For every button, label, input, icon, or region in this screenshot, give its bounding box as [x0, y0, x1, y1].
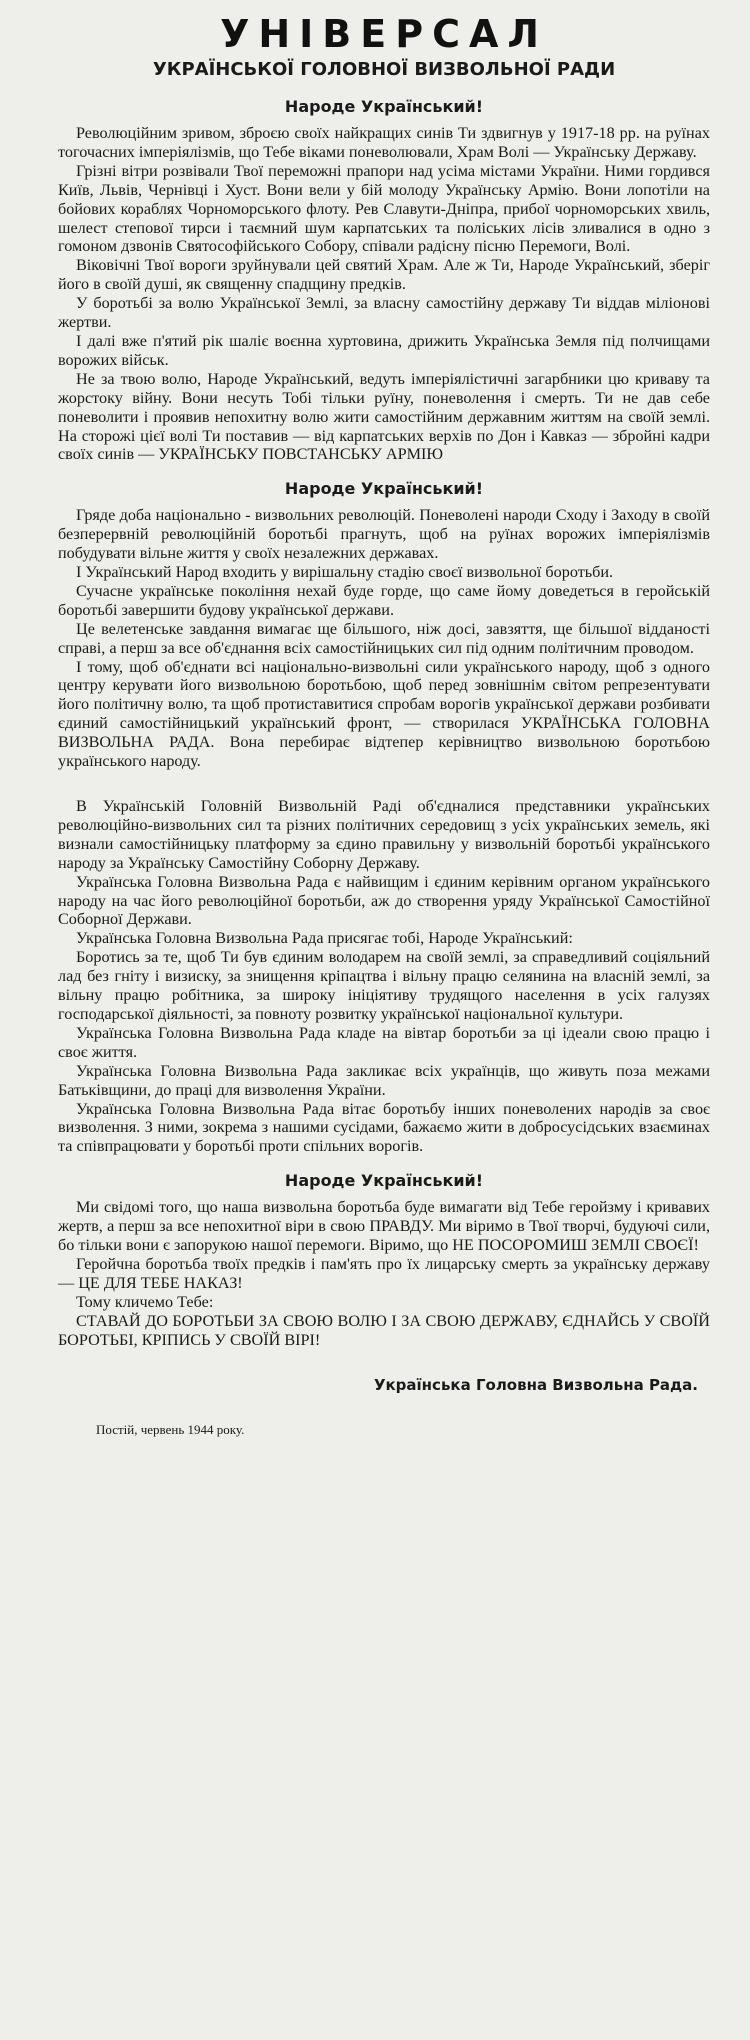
paragraph: Це велетенське завдання вимагає ще більшого, ніж досі, завзяття, ще більшої відданості справі, а перш за все об'єднання всіх самостійницьких сил під одним політичним проводом.: [58, 619, 710, 657]
section-gap: [58, 771, 710, 797]
paragraph: Тому кличемо Тебе:: [76, 1292, 214, 1311]
paragraph: СТАВАЙ ДО БОРОТЬБИ ЗА СВОЮ ВОЛЮ І ЗА СВОЮ ДЕРЖАВУ, ЄДНАЙСЬ У СВОЇЙ БОРОТЬБІ, КРІПИСЬ У СВОЇЙ ВІРІ!: [58, 1311, 710, 1349]
paragraph: В Українській Головній Визвольній Раді об'єдналися представники українських революційно-визвольних сил та різних політичних середовищ з усіх українських земель, які визнали самостійницьку платформу за єдино правильну у визвольній боротьбі українського народу за Українську Самостійну Соборну Державу.: [58, 797, 710, 872]
paragraph: Віковічні Твої вороги зруйнували цей святий Храм. Але ж Ти, Народе Український, зберіг його в своїй душі, як священну спадщину предків.: [58, 256, 710, 294]
paragraph: Грізні вітри розвівали Твої переможні прапори над усіма містами України. Ними гордився Київ, Львів, Чернівці і Хуст. Вони вели у бій молоду Українську Армію. Вони лопотіли на бойових кораблях Чорноморського флоту. Рев Славути-Дніпра, прибої чорноморських хвиль, шелест степової тирси і таємний шум карпатських та поліських лісів зливалися в одно з гомоном дзвонів Святософійського Собору, співали радісну пісню Перемоги, Волі.: [58, 161, 710, 256]
paragraph: Українська Головна Визвольна Рада закликає всіх українців, що живуть поза межами Батьківщини, до праці для визволення України.: [58, 1061, 710, 1099]
paragraph: І Український Народ входить у вирішальну стадію своєї визвольної боротьби.: [76, 563, 614, 582]
section1-heading: Народе Український!: [284, 97, 484, 116]
paragraph: Не за твою волю, Народе Український, ведуть імперіялістичні загарбники цю криваву та жорстоку війну. Вони несуть Тобі тільки руїну, поневолення і смерть. Ти не дав себе поневолити і проявив непохитну волю жити самостійним державним життям на своїй землі. На сторожі цієї волі Ти поставив — від карпатських верхів по Дон і Кавказ — збройні кадри своїх синів — УКРАЇНСЬКУ ПОВСТАНСЬКУ АРМІЮ: [58, 369, 710, 464]
paragraph: Сучасне українське покоління нехай буде горде, що саме йому доведеться в геройській боротьбі завершити будову української держави.: [58, 581, 710, 619]
section4-heading: Народе Український!: [284, 1171, 484, 1191]
footer-place-date: Постій, червень 1944 року.: [96, 1422, 245, 1438]
paragraph: Українська Головна Визвольна Рада кладе на вівтар боротьби за ці ідеали свою працю і своє життя.: [58, 1023, 710, 1061]
paragraph: Українська Головна Визвольна Рада є найвищим і єдиним керівним органом українського народу на час його революційної боротьби, аж до створення уряду Української Самостійної Соборної Держави.: [58, 872, 710, 929]
paragraph: Гряде доба національно - визвольних революцій. Поневолені народи Сходу і Заходу в своїй безперервній революційній боротьбі прагнуть, щоб на руїнах ворожих імперіялізмів побудувати вільне життя у своїх незалежних державах.: [58, 506, 710, 563]
paragraph: Геройчна боротьба твоїх предків і пам'ять про їх лицарську смерть за українську державу — ЦЕ ДЛЯ ТЕБЕ НАКАЗ!: [58, 1254, 710, 1292]
document-subtitle: УКРАЇНСЬКОЇ ГОЛОВНОЇ ВИЗВОЛЬНОЇ РАДИ: [152, 59, 616, 80]
section2-heading: Народе Український!: [284, 479, 484, 499]
paragraph: Українська Головна Визвольна Рада вітає боротьбу інших поневолених народів за своє визволення. З ними, зокрема з нашими сусідами, бажаємо жити в добросусідських взаєминах та співпрацювати у боротьбі проти спільних ворогів.: [58, 1099, 710, 1156]
document-title: УНІВЕРСАЛ: [220, 12, 548, 56]
paragraph: Революційним зривом, зброєю своїх найкращих синів Ти здвигнув у 1917-18 рр. на руїнах тогочасних імперіялізмів, що Тебе віками поневолювали, Храм Волі — Українську Державу.: [58, 124, 710, 161]
paragraph: І далі вже п'ятий рік шаліє воєнна хуртовина, дрижить Українська Земля під полчищами ворожих військ.: [58, 331, 710, 369]
signature: Українська Головна Визвольна Рада.: [373, 1376, 698, 1395]
paragraph: Боротись за те, щоб Ти був єдиним володарем на своїй землі, за справедливий соціяльний лад без гніту і визиску, за знищення кріпацтва і вільну працю селянина на власній землі, за вільну працю робітника, за широку ініціятиву трудящого населення в усіх галузях господарської діяльності, за повноту розвитку української національної культури.: [58, 948, 710, 1023]
paragraph: У боротьбі за волю Української Землі, за власну самостійну державу Ти віддав міліонові жертви.: [58, 294, 710, 332]
paragraph: Українська Головна Визвольна Рада присягає тобі, Народе Український:: [76, 929, 573, 948]
paragraph: Ми свідомі того, що наша визвольна боротьба буде вимагати від Тебе геройзму і кривавих жертв, а перш за все непохитної віри в свою ПРАВДУ. Ми віримо в Твої творчі, будуючі сили, бо тільки вони є запорукою нашої перемоги. Віримо, що НЕ ПОСОРОМИШ ЗЕМЛІ СВОЄЇ!: [58, 1198, 710, 1255]
paragraph: І тому, щоб об'єднати всі національно-визвольні сили українського народу, щоб з одного центру керувати його визвольною боротьбою, щоб перед зовнішнім світом репрезентувати його політичну волю, та щоб протиставитися спробам ворогів української держави розбивати єдиний самостійницький український фронт, — створилася УКРАЇНСЬКА ГОЛОВНА ВИЗВОЛЬНА РАДА. Вона перебирає відтепер керівництво визвольною боротьбою українського народу.: [58, 657, 710, 771]
